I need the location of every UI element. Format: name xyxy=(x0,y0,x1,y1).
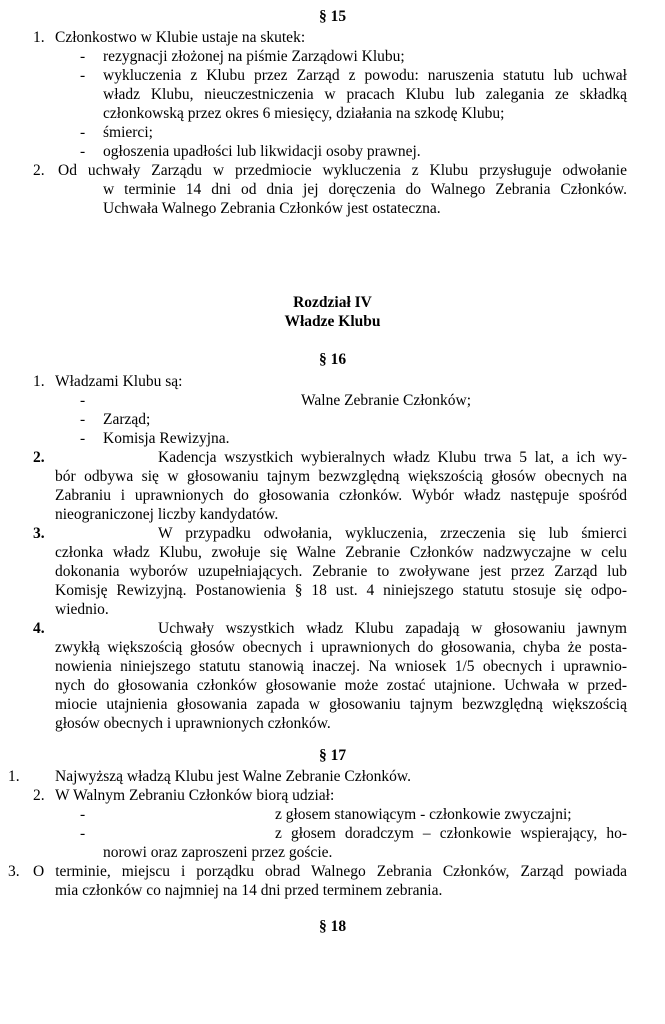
paragraph-text: Najwyższą władzą Klubu jest Walne Zebranie Członków. xyxy=(55,768,411,785)
bullet-dash: - xyxy=(80,411,86,428)
paragraph-continuation: mia członków co najmniej na 14 dni przed terminem zebrania. xyxy=(55,882,443,899)
bullet-dash: - xyxy=(80,48,86,65)
paragraph-continuation: nieograniczonej liczby kandydatów. xyxy=(55,506,279,523)
chapter-subtitle: Władze Klubu xyxy=(284,313,381,330)
item-number: 1. xyxy=(33,373,45,390)
paragraph-continuation: dokonania wyborów uzupełniających. Zebranie to zwoływane jest przez Zarząd lub xyxy=(55,563,627,580)
paragraph-continuation: głosów obecnych i uprawnionych członków. xyxy=(55,715,331,732)
list-item: rezygnacji złożonej na piśmie Zarządowi Klubu; xyxy=(103,48,405,65)
paragraph-continuation: wiednio. xyxy=(55,601,109,618)
list-item-continuation: norowi oraz zaproszeni przez goście. xyxy=(103,844,333,861)
paragraph-text: W Walnym Zebraniu Członków biorą udział: xyxy=(55,787,335,804)
bullet-dash: - xyxy=(80,392,86,409)
list-item: śmierci; xyxy=(103,124,153,141)
paragraph-text: Od uchwały Zarządu w przedmiocie wykluczenia z Klubu przysługuje odwołanie xyxy=(58,162,627,179)
list-item: z głosem doradczym – członkowie wspierający, ho- xyxy=(275,825,627,842)
paragraph-text: W przypadku odwołania, wykluczenia, zrzeczenia się lub śmierci xyxy=(158,525,627,542)
item-number: 2. xyxy=(33,449,45,466)
paragraph-continuation: zwykłą większością głosów obecnych i uprawnionych do głosowania, chyba że posta- xyxy=(55,639,627,656)
paragraph-text: Uchwały wszystkich władz Klubu zapadają w głosowaniu jawnym xyxy=(158,620,627,637)
section-16-heading: § 16 xyxy=(318,351,347,368)
chapter-title: Rozdział IV xyxy=(293,294,372,311)
item-number: 2. xyxy=(33,787,45,804)
bullet-dash: - xyxy=(80,806,86,823)
section-18-heading: § 18 xyxy=(318,918,347,935)
paragraph-continuation: członka władz Klubu, zwołuje się Walne Zebranie Członków nadzwyczajne w celu xyxy=(55,544,627,561)
list-item: Komisja Rewizyjna. xyxy=(103,430,230,447)
paragraph-continuation: w terminie 14 dni od dnia jej doręczenia do Walnego Zebrania Członków. xyxy=(103,181,627,198)
list-item: Walne Zebranie Członków; xyxy=(301,392,472,409)
item-number: 2. xyxy=(33,162,45,179)
section-15-heading: § 15 xyxy=(318,8,347,25)
paragraph-continuation: nych do głosowania członków głosowanie może zostać utajnione. Uchwała w przed- xyxy=(55,677,627,694)
bullet-dash: - xyxy=(80,143,86,160)
paragraph-text: O terminie, miejscu i porządku obrad Walnego Zebrania Członków, Zarząd powiada xyxy=(33,863,627,880)
list-item: Zarząd; xyxy=(103,411,151,428)
item-number: 3. xyxy=(8,863,20,880)
paragraph-continuation: miocie utajnienia głosowania zapada w głosowaniu tajnym bezwzględną większością xyxy=(55,696,627,713)
section-17-heading: § 17 xyxy=(318,747,347,764)
paragraph-text: Władzami Klubu są: xyxy=(55,373,183,390)
item-number: 4. xyxy=(33,620,45,637)
item-number: 1. xyxy=(33,29,45,46)
list-item: ogłoszenia upadłości lub likwidacji osoby prawnej. xyxy=(103,143,421,160)
paragraph-continuation: Uchwała Walnego Zebrania Członków jest ostateczna. xyxy=(103,200,441,217)
paragraph-text: Członkostwo w Klubie ustaje na skutek: xyxy=(55,29,306,46)
bullet-dash: - xyxy=(80,430,86,447)
paragraph-text: Kadencja wszystkich wybieralnych władz Klubu trwa 5 lat, a ich wy- xyxy=(158,449,627,466)
paragraph-continuation: nowienia niniejszego statutu stanowią inaczej. Na wniosek 1/5 obecnych i uprawnio- xyxy=(55,658,627,675)
item-number: 3. xyxy=(33,525,45,542)
bullet-dash: - xyxy=(80,825,86,842)
paragraph-continuation: Komisję Rewizyjną. Postanowienia § 18 ust. 4 niniejszego statutu stosuje się odpo- xyxy=(55,582,627,599)
paragraph-continuation: Zabraniu i uprawnionych do głosowania członków. Wybór władz następuje spośród xyxy=(55,487,627,504)
bullet-dash: - xyxy=(80,124,86,141)
list-item-continuation: władz Klubu, nieuczestniczenia w pracach Klubu lub zalegania ze składką xyxy=(103,86,627,103)
item-number: 1. xyxy=(8,768,20,785)
bullet-dash: - xyxy=(80,67,86,84)
paragraph-continuation: bór odbywa się w głosowaniu tajnym bezwzględną większością głosów obecnych na xyxy=(55,468,627,485)
list-item: wykluczenia z Klubu przez Zarząd z powodu: naruszenia statutu lub uchwał xyxy=(103,67,627,84)
list-item-continuation: członkowską przez okres 6 miesięcy, działania na szkodę Klubu; xyxy=(103,105,505,122)
list-item: z głosem stanowiącym - członkowie zwyczajni; xyxy=(275,806,572,823)
